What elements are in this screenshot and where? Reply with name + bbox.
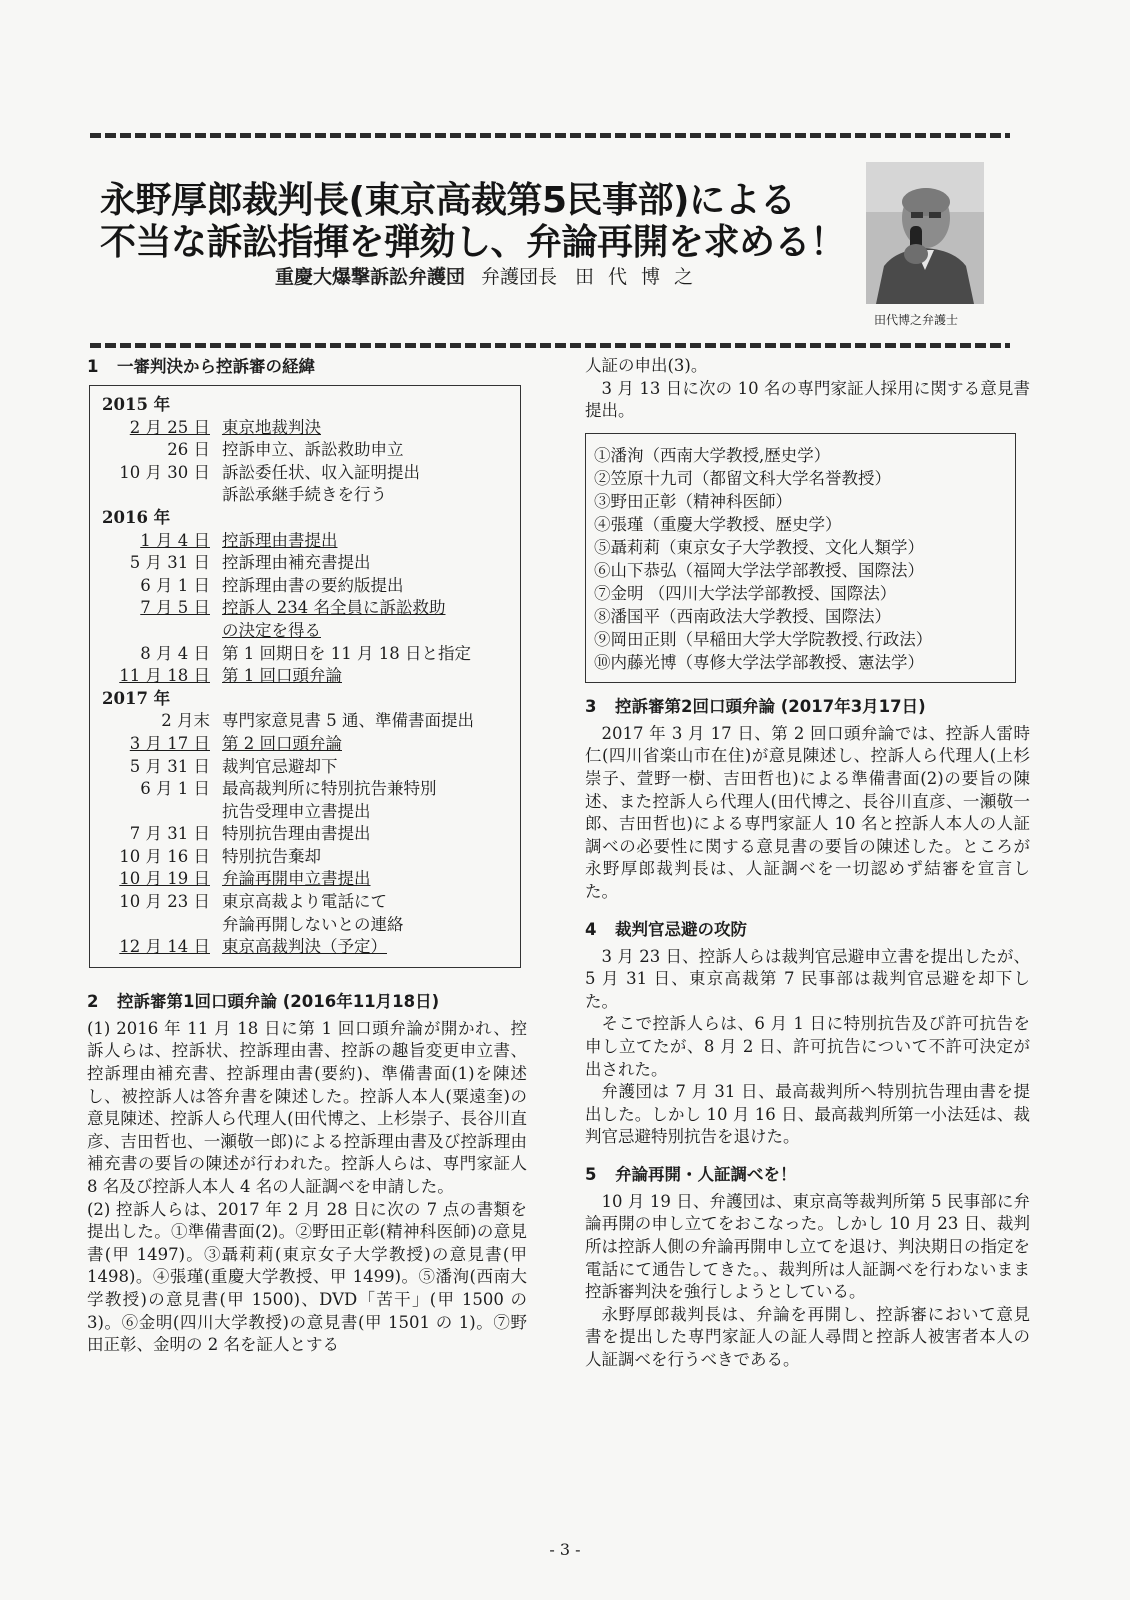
timeline-year: 2017 年 — [102, 688, 171, 708]
expert-item: ⑤聶莉莉（東京女子大学教授、文化人類学） — [594, 537, 924, 557]
timeline-date: 5 月 31 日 — [129, 756, 210, 776]
byline-org: 重慶大爆撃訴訟弁護団 — [275, 266, 466, 288]
timeline-event: 訴訟委任状、収入証明提出 — [222, 462, 420, 482]
timeline-date: 3 月 17 日 — [129, 733, 210, 753]
timeline-entry — [102, 439, 514, 462]
timeline-event: 第 1 回期日を 11 月 18 日と指定 — [222, 643, 471, 663]
section-1-number: 1 — [87, 357, 99, 376]
timeline-entry — [102, 778, 514, 801]
section-5-heading — [585, 1163, 1030, 1187]
timeline-event: 東京地裁判決 — [222, 417, 321, 437]
timeline-date: 12 月 14 日 — [119, 937, 210, 957]
timeline-entry — [102, 530, 514, 553]
section-4-number: 4 — [585, 919, 597, 939]
expert-item: ⑦金明 （四川大学法学部教授、国際法） — [594, 583, 897, 603]
timeline-entry — [102, 710, 514, 733]
expert-item: ⑧潘国平（西南政法大学教授、国際法） — [594, 606, 891, 626]
section-5-paragraph-1: 10 月 19 日、弁護団は、東京高等裁判所第 5 民事部に弁論再開の申し立てをおこなった。しかし 10 月 23 日、裁判所は控訴人側の弁論再開申し立てを退け、判決期日の指定を電話にて通告してきた。、裁判所は人証調べを行わないまま控訴審判決を強行しようとしている。 — [585, 1191, 1030, 1302]
author-photo-image — [866, 162, 984, 304]
timeline-event: 専門家意見書 5 通、準備書面提出 — [222, 711, 474, 731]
timeline-entry — [102, 665, 514, 688]
timeline-event: 控訴申立、訴訟救助申立 — [222, 440, 404, 460]
timeline-event: 特別抗告理由書提出 — [222, 824, 371, 844]
timeline-entry — [102, 575, 514, 598]
timeline-continuation: 訴訟承継手続きを行う — [222, 485, 387, 505]
timeline-entry — [102, 846, 514, 869]
expert-item: ④張瑾（重慶大学教授、歴史学） — [594, 514, 842, 534]
page-number: - 3 - — [549, 1540, 581, 1559]
timeline-continuation: 抗告受理申立書提出 — [222, 801, 371, 821]
timeline-entry — [102, 868, 514, 891]
timeline-event: 第 2 回口頭弁論 — [222, 733, 342, 753]
section-1-heading — [87, 355, 527, 379]
expert-list-box — [585, 433, 1016, 683]
timeline-entry — [102, 756, 514, 779]
timeline-event: 特別抗告棄却 — [222, 846, 321, 866]
section-4-paragraph-3: 弁護団は 7 月 31 日、最高裁判所へ特別抗告理由書を提出した。しかし 10 月 16 日、最高裁判所第一小法廷は、裁判官忌避特別抗告を退けた。 — [585, 1082, 1030, 1147]
author-photo — [866, 162, 984, 304]
timeline-date: 26 日 — [167, 440, 210, 460]
timeline-date: 10 月 30 日 — [119, 462, 210, 482]
section-2-heading — [87, 990, 527, 1014]
section-4-title: 裁判官忌避の攻防 — [615, 919, 747, 939]
expert-item: ③野田正彰（精神科医師） — [594, 491, 792, 511]
dashed-rule-top — [90, 133, 1010, 138]
timeline-event: 控訴理由補充書提出 — [222, 553, 371, 573]
article-title-line1: 永野厚郎裁判長(東京高裁第5民事部)による — [100, 180, 796, 221]
left-column — [87, 355, 527, 1357]
section-4-heading — [585, 918, 1030, 942]
timeline-entry — [102, 417, 514, 440]
timeline-date: 7 月 31 日 — [129, 824, 210, 844]
timeline-date: 1 月 4 日 — [140, 530, 210, 550]
timeline-entry — [102, 462, 514, 485]
byline — [275, 262, 707, 289]
right-column — [585, 355, 1030, 1372]
section-5-paragraph-2: 永野厚郎裁判長は、弁論を再開し、控訴審において意見書を提出した専門家証人の証人尋問と控訴人被害者本人の人証調べを行うべきである。 — [585, 1304, 1030, 1370]
timeline-date: 8 月 4 日 — [140, 643, 210, 663]
expert-item: ⑨岡田正則（早稲田大学大学院教授､行政法） — [594, 629, 933, 649]
timeline-entry — [102, 823, 514, 846]
timeline-event: 第 1 回口頭弁論 — [222, 666, 342, 686]
section-3-title: 控訴審第2回口頭弁論 (2017年3月17日) — [615, 696, 926, 716]
section-1-title: 一審判決から控訴審の経緯 — [117, 357, 315, 376]
continued-paragraph: 人証の申出(3)。 — [585, 356, 708, 375]
timeline-date: 7 月 5 日 — [140, 598, 210, 618]
section-4-paragraph-2: そこで控訴人らは、6 月 1 日に特別抗告及び許可抗告を申し立てたが、8 月 2 日、許可抗告について不許可決定が出された。 — [585, 1014, 1030, 1079]
expert-item: ①潘洵（西南大学教授,歴史学） — [594, 445, 831, 465]
section-5-title: 弁論再開・人証調べを！ — [615, 1164, 797, 1184]
timeline-entry — [102, 552, 514, 575]
timeline-event: 裁判官忌避却下 — [222, 756, 338, 776]
expert-item: ②笠原十九司（都留文科大学名誉教授） — [594, 468, 891, 488]
section-2-paragraph-1: (1) 2016 年 11 月 18 日に第 1 回口頭弁論が開かれ、控訴人らは、控訴状、控訴理由書、控訴の趣旨変更申立書、控訴理由補充書、控訴理由書(要約)、準備書面(1)を陳述し、被控訴人は答弁書を陳述した。控訴人本人(粟遠奎)の意見陳述、控訴人ら代理人(田代博之、上杉崇子、長谷川直彦、吉田哲也、一瀬敬一郎)による控訴理由書及び控訴理由補充書の要旨の陳述が行われた。控訴人らは、専門家証人 8 名及び控訴人本人 4 名の人証調べを申請した。 — [87, 1018, 528, 1196]
timeline-event: 控訴理由書の要約版提出 — [222, 575, 404, 595]
timeline-year: 2015 年 — [102, 395, 171, 414]
timeline-date: 6 月 1 日 — [140, 779, 210, 799]
byline-name: 田代博之 — [575, 266, 708, 288]
timeline-entry — [102, 891, 514, 914]
timeline-date: 10 月 16 日 — [119, 846, 210, 866]
timeline-entry — [102, 643, 514, 666]
timeline-year: 2016 年 — [102, 507, 171, 527]
byline-role: 弁護団長 — [481, 266, 558, 288]
timeline-date: 2 月 25 日 — [129, 417, 210, 437]
section-3-number: 3 — [585, 696, 597, 716]
timeline-event: 控訴理由書提出 — [222, 530, 338, 550]
timeline-date: 5 月 31 日 — [129, 553, 210, 573]
timeline-date: 2 月末 — [161, 711, 210, 731]
expert-request-paragraph: 3 月 13 日に次の 10 名の専門家証人採用に関する意見書提出。 — [585, 378, 1030, 421]
expert-item: ⑩内藤光博（専修大学法学部教授、憲法学） — [594, 652, 924, 672]
timeline-event: 弁論再開申立書提出 — [222, 869, 371, 889]
timeline-event: 最高裁判所に特別抗告兼特別 — [222, 779, 437, 799]
timeline-date: 6 月 1 日 — [140, 575, 210, 595]
timeline-date: 10 月 23 日 — [119, 892, 210, 912]
section-2-number: 2 — [87, 991, 99, 1011]
section-2-title: 控訴審第1回口頭弁論 (2016年11月18日) — [117, 991, 440, 1011]
section-2-paragraph-2: (2) 控訴人らは、2017 年 2 月 28 日に次の 7 点の書類を提出した。①準備書面(2)。②野田正彰(精神科医師)の意見書(甲 1497)。③聶莉莉(東京女子大学教授)の意見書(甲 1498)。④張瑾(重慶大学教授、甲 1499)。⑤潘洵(西南大学教授)の意見書(甲 1500)、DVD「苦干」(甲 1500 の 3)。⑥金明(四川大学教授)の意見書(甲 1501 の 1)。⑦野田正彰、金明の 2 名を証人とする — [87, 1199, 527, 1355]
timeline-event: 東京高裁判決（予定） — [222, 937, 387, 957]
timeline-event: 控訴人 234 名全員に訴訟救助 — [222, 598, 446, 618]
timeline-date: 10 月 19 日 — [119, 869, 210, 889]
timeline-entry — [102, 733, 514, 756]
timeline-continuation: の決定を得る — [222, 620, 321, 640]
timeline-entry — [102, 597, 514, 620]
article-title-line2: 不当な訴訟指揮を弾劾し、弁論再開を求める！ — [100, 222, 846, 263]
timeline-date: 11 月 18 日 — [119, 666, 210, 686]
timeline-continuation: 弁論再開しないとの連絡 — [222, 914, 404, 934]
section-3-heading — [585, 695, 1030, 719]
photo-caption: 田代博之弁護士 — [874, 313, 959, 327]
timeline-box — [89, 385, 521, 968]
expert-item: ⑥山下恭弘（福岡大学法学部教授、国際法） — [594, 560, 924, 580]
dashed-rule-bottom — [90, 343, 1010, 348]
timeline-event: 東京高裁より電話にて — [222, 892, 387, 912]
section-4-paragraph-1: 3 月 23 日、控訴人らは裁判官忌避申立書を提出したが、5 月 31 日、東京高裁第 7 民事部は裁判官忌避を却下した。 — [585, 946, 1030, 1011]
section-5-number: 5 — [585, 1164, 597, 1184]
section-3-paragraph: 2017 年 3 月 17 日、第 2 回口頭弁論では、控訴人雷時仁(四川省楽山市在住)が意見陳述し、控訴人ら代理人(上杉崇子、萱野一樹、吉田哲也)による準備書面(2)の要旨の陳述、また控訴人ら代理人(田代博之、長谷川直彦、一瀬敬一郎、吉田哲也)による専門家証人 10 名と控訴人本人の人証調べの必要性に関する意見書の要旨の陳述した。ところが永野厚郎裁判長は、人証調べを一切認めず結審を宣言した。 — [585, 723, 1030, 901]
timeline-entry — [102, 936, 514, 959]
